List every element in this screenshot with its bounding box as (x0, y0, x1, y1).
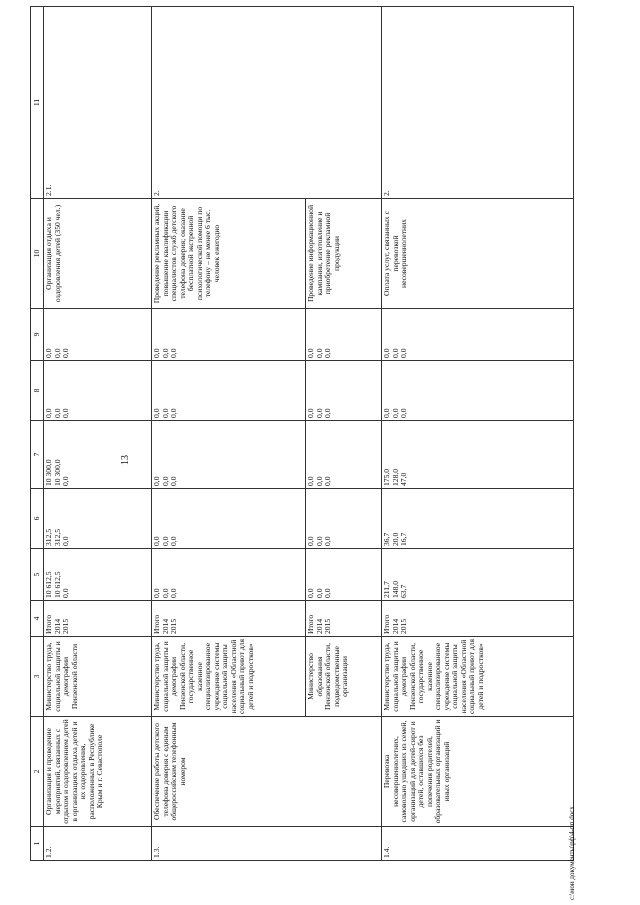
years (152, 601, 306, 637)
value: 0,0 (44, 348, 53, 358)
year: 2015 (169, 618, 178, 634)
value: 0,0 (152, 588, 161, 598)
executor: Министерство образования Пензенской области, подведомственные организации (306, 637, 382, 717)
value: 20,0 (390, 532, 400, 546)
value: 10 300,0 (44, 459, 53, 486)
value: 0,0 (390, 408, 400, 418)
years (382, 601, 574, 637)
value: 63,7 (399, 584, 408, 598)
expected-result: Проведение рекламных акций, повышение квалификации специалистов служб детского телефона доверия; оказание бесплатной экстренной психологической помощи по телефону – не менее 6 тыс. человек ежегодно (152, 199, 306, 309)
value: 0,0 (399, 348, 408, 358)
year: 2014 (314, 618, 324, 634)
year: Итого (306, 614, 315, 634)
col6-values (306, 489, 382, 549)
value: 0,0 (169, 408, 178, 418)
col6-values (152, 489, 306, 549)
value: 0,0 (382, 348, 391, 358)
value: 10 612,5 (44, 571, 53, 598)
file-path-footer: c:\мои документы\рф\4-пп.docx (568, 806, 576, 900)
value: 0,0 (323, 348, 332, 358)
value: 0,0 (152, 536, 161, 546)
value: 0,0 (306, 536, 315, 546)
col-header: 8 (31, 361, 44, 421)
value: 0,0 (61, 408, 70, 418)
col-header: 2 (31, 717, 44, 827)
value: 0,0 (160, 588, 170, 598)
years (306, 601, 382, 637)
year: 2015 (61, 618, 70, 634)
col-header: 1 (31, 827, 44, 861)
value: 0,0 (61, 348, 70, 358)
value: 0,0 (61, 476, 70, 486)
col9-values (306, 309, 382, 361)
col7-values (152, 421, 306, 489)
value: 0,0 (382, 408, 391, 418)
value: 0,0 (306, 348, 315, 358)
value: 47,0 (399, 472, 408, 486)
col8-values (382, 361, 574, 421)
value: 148,0 (390, 580, 400, 598)
year: 2014 (390, 618, 400, 634)
col5-values (152, 549, 306, 601)
value: 0,0 (390, 348, 400, 358)
value: 0,0 (152, 476, 161, 486)
col8-values (44, 361, 152, 421)
col-header: 11 (31, 7, 44, 199)
year: 2015 (399, 618, 408, 634)
value: 0,0 (44, 408, 53, 418)
col9-values (44, 309, 152, 361)
value: 0,0 (152, 408, 161, 418)
value: 0,0 (306, 408, 315, 418)
value: 0,0 (323, 408, 332, 418)
indicator-ref: 2.1. (44, 7, 152, 199)
col9-values (152, 309, 306, 361)
value: 10 612,5 (52, 571, 62, 598)
year: Итого (44, 614, 53, 634)
col-header: 10 (31, 199, 44, 309)
row-number: 1.2. (44, 827, 152, 861)
value: 0,0 (152, 348, 161, 358)
year: Итого (152, 614, 161, 634)
program-table (30, 6, 574, 861)
value: 0,0 (314, 536, 324, 546)
col5-values (306, 549, 382, 601)
value: 0,0 (314, 476, 324, 486)
value: 16,7 (399, 532, 408, 546)
col-header: 7 (31, 421, 44, 489)
value: 0,0 (323, 536, 332, 546)
col-header: 6 (31, 489, 44, 549)
indicator-ref: 2. (152, 7, 382, 199)
year: 2014 (52, 618, 62, 634)
col-header: 3 (31, 637, 44, 717)
event-name: Обеспечение работы детского телефона доверия с единым общероссийским телефонным номером (152, 717, 382, 827)
col7-values (382, 421, 574, 489)
value: 0,0 (399, 408, 408, 418)
value: 0,0 (61, 588, 70, 598)
value: 0,0 (52, 408, 62, 418)
value: 0,0 (314, 588, 324, 598)
value: 36,7 (382, 532, 391, 546)
col5-values (44, 549, 152, 601)
row-number: 1.4. (382, 827, 574, 861)
col8-values (306, 361, 382, 421)
col7-values (306, 421, 382, 489)
value: 0,0 (160, 408, 170, 418)
col9-values (382, 309, 574, 361)
value: 0,0 (169, 348, 178, 358)
event-name: Организация и проведение мероприятий, связанных с отдыхом и оздоровлением детей в организациях отдыха детей и их оздоровления, расположенных в Республике Крым и г. Севастополе (44, 717, 152, 827)
col-header: 5 (31, 549, 44, 601)
header-row (31, 7, 44, 861)
year: Итого (382, 614, 391, 634)
value: 0,0 (323, 476, 332, 486)
value: 0,0 (160, 348, 170, 358)
col-header: 9 (31, 309, 44, 361)
value: 0,0 (160, 476, 170, 486)
col6-values (44, 489, 152, 549)
expected-result: Организация отдыха и оздоровления детей (350 чел.) (44, 199, 152, 309)
table-row (44, 7, 152, 861)
year: 2015 (323, 618, 332, 634)
value: 175,0 (382, 468, 391, 486)
value: 0,0 (52, 348, 62, 358)
value: 0,0 (314, 408, 324, 418)
table-row (382, 7, 574, 861)
value: 0,0 (169, 588, 178, 598)
event-name: Перевозка несовершеннолетних, самовольно ушедших из семей, организаций для детей-сирот и детей, оставшихся без попечения родителей, образовательных организаций и иных организаций (382, 717, 574, 827)
col7-values (44, 421, 152, 489)
value: 0,0 (160, 536, 170, 546)
years (44, 601, 152, 637)
value: 0,0 (169, 536, 178, 546)
value: 0,0 (169, 476, 178, 486)
value: 312,5 (44, 528, 53, 546)
row-number: 1.3. (152, 827, 382, 861)
value: 0,0 (306, 588, 315, 598)
executor: Министерство труда, социальной защиты и демографии Пензенской области, государственное казенное специализированное учреждение системы социальной защиты населения «Областной социальный приют для детей и подростков» (382, 637, 574, 717)
value: 312,5 (52, 528, 62, 546)
expected-result: Оплата услуг, связанных с перевозкой несовершеннолетних (382, 199, 574, 309)
value: 0,0 (314, 348, 324, 358)
col5-values (382, 549, 574, 601)
value: 211,7 (382, 581, 391, 598)
value: 0,0 (61, 536, 70, 546)
col6-values (382, 489, 574, 549)
value: 10 300,0 (52, 459, 62, 486)
value: 128,0 (390, 468, 400, 486)
value: 0,0 (306, 476, 315, 486)
table-row (152, 7, 306, 861)
executor: Министерство труда, социальной защиты и демографии Пензенской области, государственное казенное специализированное учреждение системы социальной защиты населения «Областной социальный приют для детей и подростков» (152, 637, 306, 717)
year: 2014 (160, 618, 170, 634)
page-number: 13 (120, 455, 131, 465)
col-header: 4 (31, 601, 44, 637)
executor: Министерство труда, социальной защиты и демографии Пензенской области (44, 637, 152, 717)
col8-values (152, 361, 306, 421)
value: 0,0 (323, 588, 332, 598)
indicator-ref: 2. (382, 7, 574, 199)
expected-result: Проведение информационной кампании, изготовление и приобретение рекламной продукции (306, 199, 382, 309)
